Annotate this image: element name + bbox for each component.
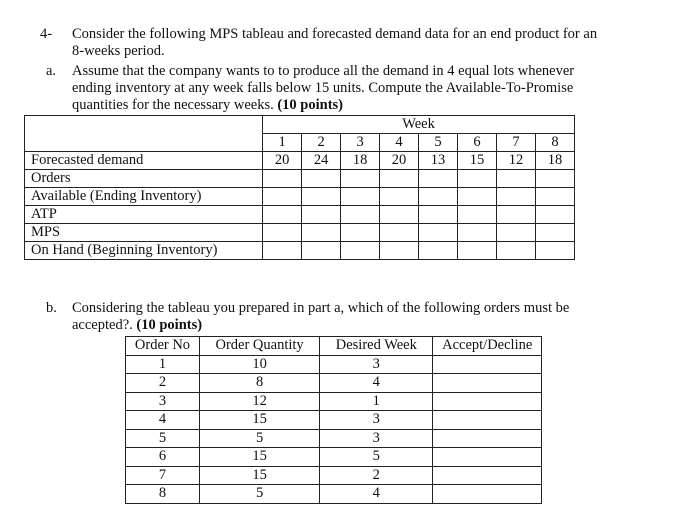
mps-body — [25, 152, 575, 260]
order-cell: 3 — [320, 429, 433, 448]
mps-corner-cell — [25, 116, 263, 152]
part-a-points: (10 points) — [277, 97, 344, 113]
order-cell: 15 — [199, 448, 319, 467]
accept-decline-cell[interactable] — [433, 374, 542, 393]
order-cell: 5 — [199, 485, 319, 504]
mps-cell[interactable] — [497, 170, 536, 188]
mps-cell[interactable] — [302, 170, 341, 188]
mps-cell: 20 — [380, 152, 419, 170]
mps-cell: 15 — [458, 152, 497, 170]
order-row — [126, 485, 542, 504]
mps-row-label: MPS — [25, 224, 263, 242]
mps-cell[interactable] — [497, 242, 536, 260]
order-row — [126, 466, 542, 485]
order-cell: 3 — [320, 411, 433, 430]
mps-cell[interactable] — [458, 206, 497, 224]
accept-decline-cell[interactable] — [433, 485, 542, 504]
mps-cell[interactable] — [536, 170, 575, 188]
mps-row — [25, 224, 575, 242]
mps-cell[interactable] — [536, 224, 575, 242]
mps-cell[interactable] — [536, 188, 575, 206]
order-header-cell: Accept/Decline — [433, 337, 542, 356]
order-header-row — [126, 337, 542, 356]
order-cell: 15 — [199, 411, 319, 430]
part-a-line3 — [72, 97, 343, 115]
order-cell: 1 — [320, 392, 433, 411]
mps-cell[interactable] — [497, 206, 536, 224]
accept-decline-cell[interactable] — [433, 355, 542, 374]
order-cell: 5 — [320, 448, 433, 467]
mps-cell[interactable] — [263, 188, 302, 206]
mps-cell[interactable] — [536, 242, 575, 260]
mps-cell[interactable] — [419, 242, 458, 260]
question-text-line1: Consider the following MPS tableau and forecasted demand data for an end product for an — [72, 26, 598, 42]
mps-cell: 18 — [341, 152, 380, 170]
part-a-line2: ending inventory at any week falls below 15 units. Compute the Available-To-Promise — [72, 80, 574, 96]
order-cell: 10 — [199, 355, 319, 374]
accept-decline-cell[interactable] — [433, 411, 542, 430]
order-cell: 2 — [320, 466, 433, 485]
mps-tableau — [24, 115, 575, 260]
order-header-cell: Order No — [126, 337, 200, 356]
order-cell: 8 — [126, 485, 200, 504]
mps-cell[interactable] — [302, 188, 341, 206]
mps-cell[interactable] — [341, 170, 380, 188]
mps-cell[interactable] — [302, 206, 341, 224]
mps-cell[interactable] — [380, 242, 419, 260]
mps-cell[interactable] — [341, 206, 380, 224]
question-number: 4- — [40, 26, 53, 42]
mps-cell: 20 — [263, 152, 302, 170]
week-number-cell: 6 — [458, 134, 497, 152]
part-a-label: a. — [46, 63, 57, 79]
week-number-cell: 3 — [341, 134, 380, 152]
mps-cell[interactable] — [458, 224, 497, 242]
part-b-label: b. — [46, 300, 57, 316]
mps-cell[interactable] — [419, 224, 458, 242]
order-cell: 3 — [126, 392, 200, 411]
mps-cell[interactable] — [419, 170, 458, 188]
mps-row-label: Available (Ending Inventory) — [25, 188, 263, 206]
mps-cell[interactable] — [458, 242, 497, 260]
part-b-line1: Considering the tableau you prepared in part a, which of the following orders must be — [72, 300, 570, 316]
week-header: Week — [263, 116, 575, 134]
mps-row-label: Forecasted demand — [25, 152, 263, 170]
order-cell: 7 — [126, 466, 200, 485]
mps-row-label: Orders — [25, 170, 263, 188]
mps-cell: 13 — [419, 152, 458, 170]
order-cell: 6 — [126, 448, 200, 467]
mps-row-label: ATP — [25, 206, 263, 224]
order-body — [126, 355, 542, 503]
week-number-cell: 7 — [497, 134, 536, 152]
part-a-line3-text: quantities for the necessary weeks. — [72, 97, 274, 113]
order-cell: 3 — [320, 355, 433, 374]
accept-decline-cell[interactable] — [433, 448, 542, 467]
order-header-cell: Desired Week — [320, 337, 433, 356]
accept-decline-cell[interactable] — [433, 392, 542, 411]
mps-cell[interactable] — [458, 188, 497, 206]
mps-row-label: On Hand (Beginning Inventory) — [25, 242, 263, 260]
order-cell: 4 — [126, 411, 200, 430]
mps-cell[interactable] — [302, 242, 341, 260]
order-cell: 4 — [320, 374, 433, 393]
mps-cell[interactable] — [497, 224, 536, 242]
mps-cell[interactable] — [458, 170, 497, 188]
mps-cell[interactable] — [380, 188, 419, 206]
question-text-line2: 8-weeks period. — [72, 43, 165, 59]
mps-cell[interactable] — [263, 224, 302, 242]
mps-cell[interactable] — [380, 206, 419, 224]
mps-cell[interactable] — [341, 188, 380, 206]
mps-cell[interactable] — [536, 206, 575, 224]
order-cell: 4 — [320, 485, 433, 504]
order-row — [126, 448, 542, 467]
mps-cell[interactable] — [380, 224, 419, 242]
part-b-line2-text: accepted?. — [72, 317, 133, 333]
order-table — [125, 336, 542, 504]
order-cell: 15 — [199, 466, 319, 485]
accept-decline-cell[interactable] — [433, 466, 542, 485]
part-b-points: (10 points) — [136, 317, 203, 333]
order-cell: 12 — [199, 392, 319, 411]
mps-row — [25, 242, 575, 260]
accept-decline-cell[interactable] — [433, 429, 542, 448]
week-number-cell: 5 — [419, 134, 458, 152]
mps-cell[interactable] — [263, 242, 302, 260]
mps-cell[interactable] — [419, 206, 458, 224]
mps-row — [25, 152, 575, 170]
order-cell: 5 — [126, 429, 200, 448]
order-row — [126, 392, 542, 411]
mps-cell: 18 — [536, 152, 575, 170]
week-number-cell: 8 — [536, 134, 575, 152]
order-row — [126, 411, 542, 430]
mps-cell: 12 — [497, 152, 536, 170]
mps-cell[interactable] — [380, 170, 419, 188]
mps-cell[interactable] — [263, 170, 302, 188]
mps-row — [25, 170, 575, 188]
mps-cell[interactable] — [341, 224, 380, 242]
mps-cell[interactable] — [497, 188, 536, 206]
order-cell: 5 — [199, 429, 319, 448]
mps-cell[interactable] — [341, 242, 380, 260]
order-row — [126, 429, 542, 448]
order-cell: 2 — [126, 374, 200, 393]
part-b-line2 — [72, 317, 202, 335]
order-cell: 8 — [199, 374, 319, 393]
week-number-cell: 1 — [263, 134, 302, 152]
mps-row — [25, 206, 575, 224]
mps-cell[interactable] — [419, 188, 458, 206]
order-row — [126, 355, 542, 374]
mps-row — [25, 188, 575, 206]
part-a-line1: Assume that the company wants to to produce all the demand in 4 equal lots whenever — [72, 63, 575, 79]
mps-cell[interactable] — [263, 206, 302, 224]
mps-cell: 24 — [302, 152, 341, 170]
order-row — [126, 374, 542, 393]
order-header-cell: Order Quantity — [199, 337, 319, 356]
week-number-cell: 2 — [302, 134, 341, 152]
week-number-cell: 4 — [380, 134, 419, 152]
mps-cell[interactable] — [302, 224, 341, 242]
order-cell: 1 — [126, 355, 200, 374]
